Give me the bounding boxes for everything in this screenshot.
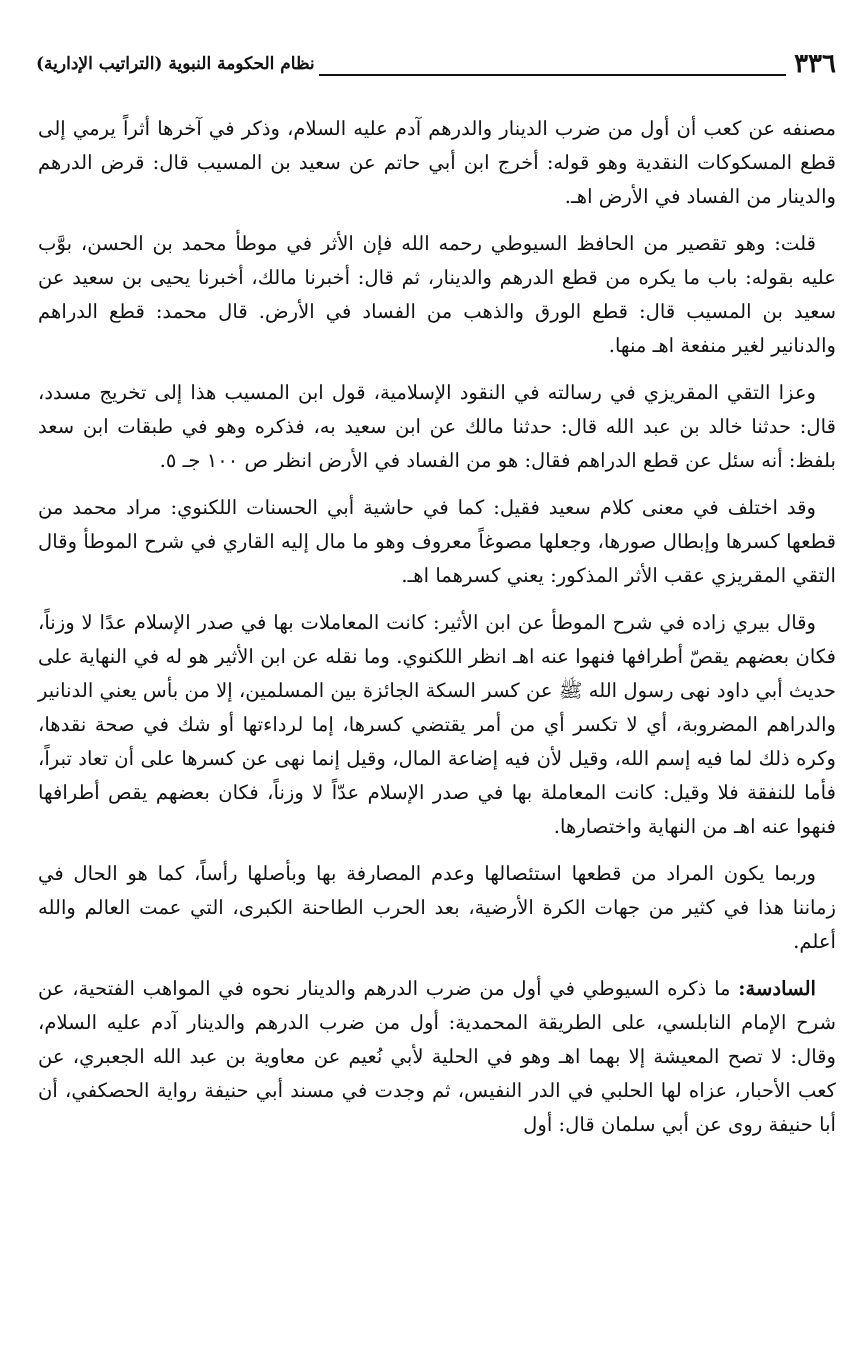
paragraph-text: وقد اختلف في معنى كلام سعيد فقيل: كما في حاشية أبي الحسنات اللكنوي: مراد محمد من قطعها كسرها وإبطال صورها، وجعلها مصوغاً معروف وهو ما مال إليه القاري في شرح الموطأ وقال التقي المقريزي عقب الأثر المذكور: يعني كسرهما اهـ. <box>38 496 836 587</box>
paragraph-7 <box>38 972 836 1142</box>
paragraph-3 <box>38 376 836 478</box>
paragraph-4 <box>38 491 836 593</box>
paragraph-1 <box>38 112 836 214</box>
section-term: السادسة: <box>738 977 816 1000</box>
header-rule <box>319 44 786 76</box>
running-title: نظام الحكومة النبوية (التراتيب الإدارية) <box>36 54 315 74</box>
paragraph-text: وربما يكون المراد من قطعها استئصالها وعدم المصارفة بها وبأصلها رأساً، كما هو الحال في زماننا هذا في كثير من جهات الكرة الأرضية، بعد الحرب الطاحنة الكبرى، التي عمت العالم والله أعلم. <box>38 862 836 953</box>
paragraph-text: قلت: وهو تقصير من الحافظ السيوطي رحمه الله فإن الأثر في موطأ محمد بن الحسن، بوَّب عليه بقوله: باب ما يكره من قطع الدرهم والدينار، ثم قال: أخبرنا مالك، أخبرنا يحيى بن سعيد عن سعيد بن المسيب قال: قطع الورق والذهب من الفساد في الأرض. قال محمد: قطع الدراهم والدنانير لغير منفعة اهـ منها. <box>38 232 836 357</box>
page-number: ٣٣٦ <box>794 49 836 79</box>
page-header <box>36 44 836 84</box>
paragraph-text: ما ذكره السيوطي في أول من ضرب الدرهم والدينار نحوه في المواهب الفتحية، عن شرح الإمام النابلسي، على الطريقة المحمدية: أول من ضرب الدرهم والدينار آدم عليه السلام، وقال: لا تصح المعيشة إلا بهما اهـ وهو في الحلية لأبي نُعيم عن معاوية بن عبد الله الجعبري، عن كعب الأحبار، عزاه لها الحلبي في الدر النفيس، ثم وجدت في مسند أبي حنيفة رواية الحصكفي، أن أبا حنيفة روى عن أبي سلمان قال: أول <box>38 977 836 1136</box>
paragraph-2 <box>38 227 836 363</box>
paragraph-5 <box>38 606 836 844</box>
page-body <box>38 112 836 1155</box>
paragraph-6 <box>38 857 836 959</box>
paragraph-text: مصنفه عن كعب أن أول من ضرب الدينار والدرهم آدم عليه السلام، وذكر في آخرها أثراً يرمي إلى قطع المسكوكات النقدية وهو قوله: أخرج ابن أبي حاتم عن سعيد بن المسيب قال: قرض الدرهم والدينار من الفساد في الأرض اهـ. <box>38 117 836 208</box>
paragraph-text: وقال بيري زاده في شرح الموطأ عن ابن الأثير: كانت المعاملات بها في صدر الإسلام عدًا لا وزناً، فكان بعضهم يقصّ أطرافها فنهوا عنه اهـ انظر اللكنوي. وما نقله عن ابن الأثير هو له في النهاية على حديث أبي داود نهى رسول الله ﷺ عن كسر السكة الجائزة بين المسلمين، إلا من بأس يعني الدنانير والدراهم المضروبة، أي لا تكسر أي من أمر يقتضي كسرها، إما لرداءتها أو شك في صحة نقدها، وكره ذلك لما فيه إسم الله، وقيل لأن فيه إضاعة المال، وقيل إنما نهى عن كسرها على أن تعاد تبراً، فأما للنفقة فلا وقيل: كانت المعاملة بها في صدر الإسلام عدّاً لا وزناً، فكان بعضهم يقص أطرافها فنهوا عنه اهـ من النهاية واختصارها. <box>38 611 836 838</box>
paragraph-text: وعزا التقي المقريزي في رسالته في النقود الإسلامية، قول ابن المسيب هذا إلى تخريج مسدد، قال: حدثنا خالد بن عبد الله قال: حدثنا مالك عن ابن سعيد به، فذكره وهو في طبقات ابن سعد بلفظ: أنه سئل عن قطع الدراهم فقال: هو من الفساد في الأرض انظر ص ١٠٠ جـ ٥. <box>38 381 836 472</box>
